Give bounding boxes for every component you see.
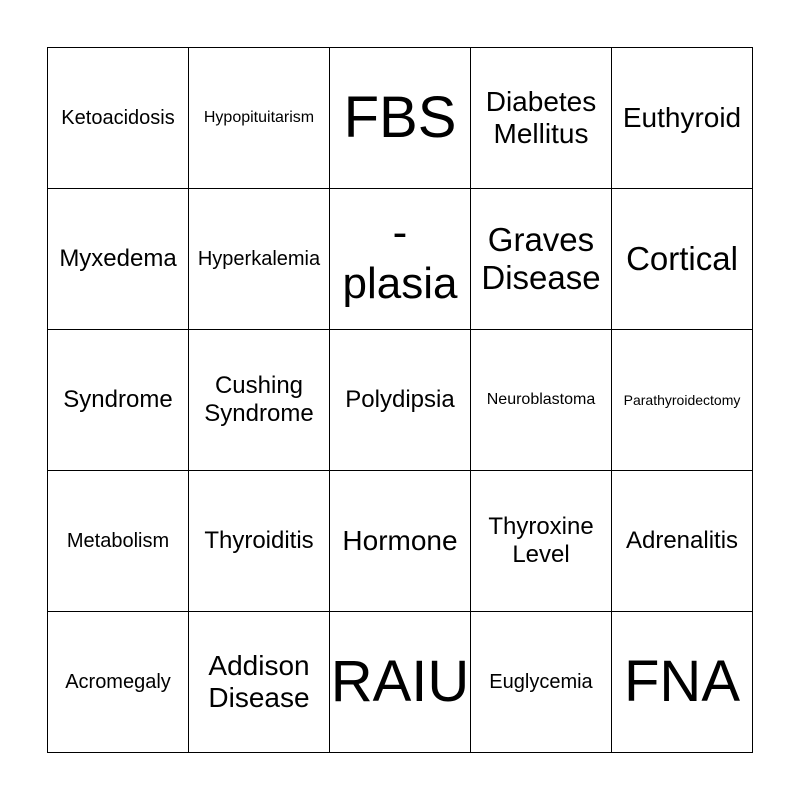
cell-label: Metabolism (66, 529, 170, 552)
bingo-board (47, 47, 753, 753)
cell-label: Syndrome (63, 386, 173, 414)
bingo-cell[interactable] (48, 612, 189, 753)
cell-label: RAIU (330, 648, 470, 714)
bingo-cell[interactable] (189, 330, 330, 471)
cell-label: Thyroiditis (204, 527, 314, 555)
cell-label: Thyroxine Level (488, 513, 594, 568)
bingo-cell[interactable] (48, 471, 189, 612)
bingo-cell[interactable] (612, 48, 753, 189)
cell-label: Parathyroidectomy (623, 391, 741, 408)
bingo-cell[interactable] (189, 189, 330, 330)
bingo-cell[interactable] (612, 189, 753, 330)
bingo-cell[interactable] (330, 189, 471, 330)
cell-label: Euthyroid (622, 101, 742, 133)
cell-label: Hormone (342, 524, 458, 556)
bingo-cell[interactable] (330, 48, 471, 189)
cell-label: Addison Disease (208, 649, 310, 713)
cell-label: Hyperkalemia (197, 247, 321, 270)
bingo-cell[interactable] (612, 330, 753, 471)
cell-label: Polydipsia (345, 386, 455, 414)
bingo-cell[interactable] (48, 189, 189, 330)
cell-label: Cushing Syndrome (204, 372, 314, 427)
cell-label: Ketoacidosis (61, 106, 175, 129)
cell-label: Diabetes Mellitus (485, 85, 597, 149)
bingo-cell[interactable] (612, 471, 753, 612)
bingo-cell[interactable] (189, 612, 330, 753)
bingo-cell[interactable] (471, 330, 612, 471)
cell-label: Acromegaly (65, 670, 171, 693)
bingo-cell[interactable] (330, 330, 471, 471)
bingo-cell[interactable] (471, 612, 612, 753)
cell-label: - plasia (342, 208, 458, 308)
bingo-cell[interactable] (471, 48, 612, 189)
bingo-cell[interactable] (48, 48, 189, 189)
bingo-cell[interactable] (612, 612, 753, 753)
cell-label: Hypopituitarism (203, 108, 315, 126)
cell-label: Euglycemia (489, 670, 593, 693)
bingo-cell[interactable] (189, 48, 330, 189)
bingo-cell[interactable] (330, 612, 471, 753)
cell-label: FBS (343, 84, 457, 150)
bingo-cell[interactable] (471, 189, 612, 330)
cell-label: Neuroblastoma (486, 390, 596, 408)
bingo-cell[interactable] (330, 471, 471, 612)
bingo-cell[interactable] (471, 471, 612, 612)
cell-label: FNA (624, 648, 740, 714)
bingo-cell[interactable] (189, 471, 330, 612)
cell-label: Adrenalitis (625, 527, 739, 555)
cell-label: Myxedema (59, 245, 177, 273)
cell-label: Graves Disease (481, 221, 601, 296)
bingo-cell[interactable] (48, 330, 189, 471)
cell-label: Cortical (626, 240, 738, 278)
